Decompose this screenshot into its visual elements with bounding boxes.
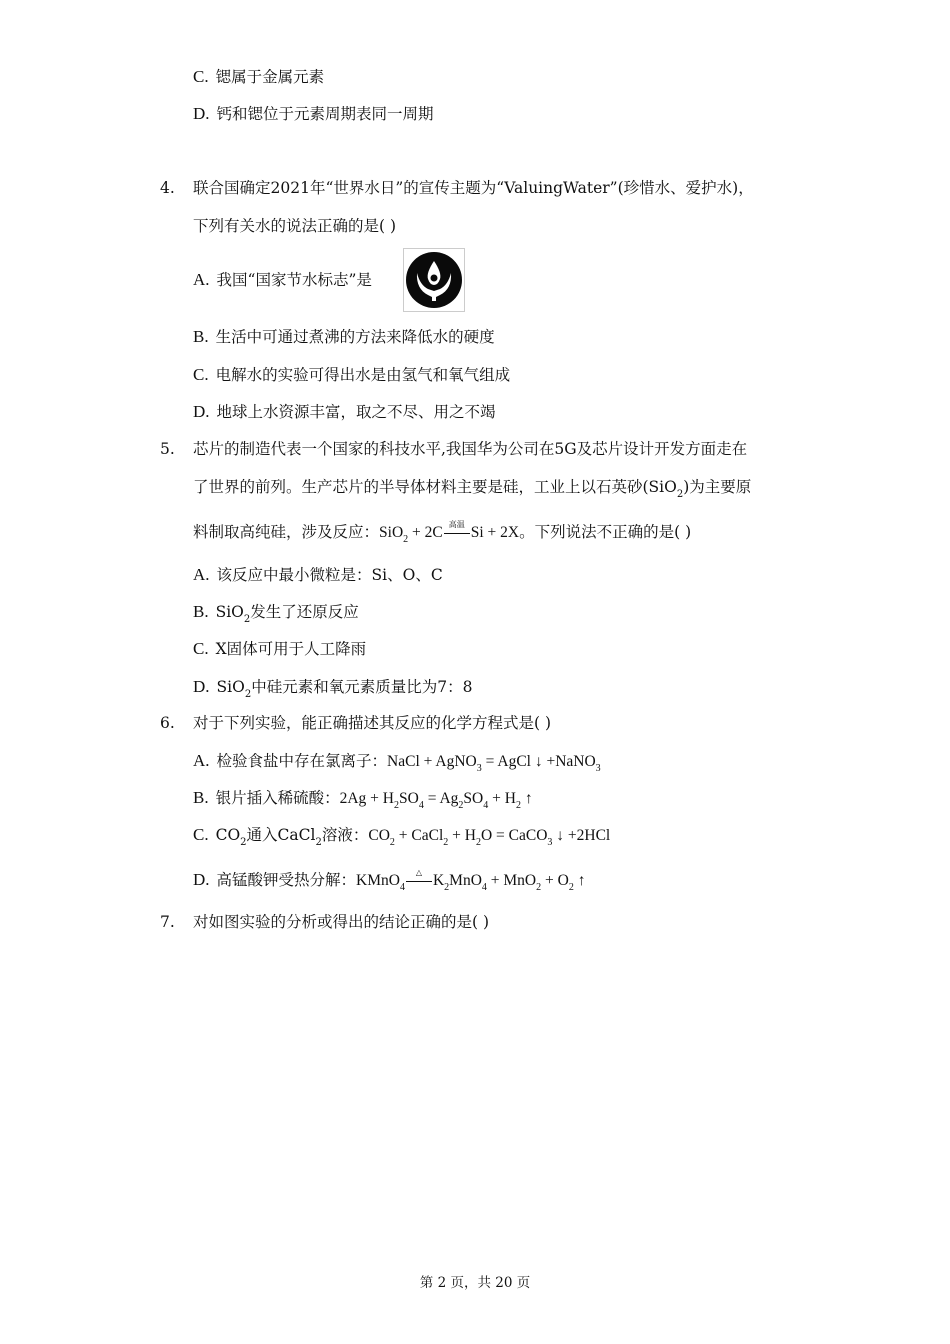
q5-stem-line2: 了世界的前列。生产芯片的半导体材料主要是硅，工业上以石英砂(SiO$_2$)为主要原 [193,478,752,500]
q4-option-b: B. 生活中可通过煮沸的方法来降低水的硬度 [193,327,495,346]
q5-number: 5. [160,440,175,458]
q6-number: 6. [160,714,175,732]
q4-option-a: A. 我国“国家节水标志”是 [193,270,372,289]
page-footer: 第 2 页，共 20 页 [419,1275,531,1291]
q7-stem: 对如图实验的分析或得出的结论正确的是( ) [193,913,490,931]
q4-stem-line1: 联合国确定2021年“世界水日”的宣传主题为“ValuingWater”(珍惜水、爱护水)， [193,179,754,197]
heat-condition: △ [406,881,432,882]
q4-number: 4. [160,179,175,197]
q6-option-c: C. $CO_2$通入CaCl$_2$溶液：$CO_2$ + CaCl$_2$ + $H_2O$ = CaCO$_3$ ↓ +2HCl [193,825,611,848]
q5-option-b: B. SiO$_2$发生了还原反应 [193,602,359,625]
q5-option-a: A. 该反应中最小微粒是：Si、O、C [193,565,443,584]
q7-number: 7. [160,913,175,931]
q4-option-d: D. 地球上水资源丰富，取之不尽、用之不竭 [193,402,496,421]
q5-reaction-equation: SiO$_2$ + 2C 高温 Si + 2X [379,519,520,545]
q3-option-d: D. 钙和锶位于元素周期表同一周期 [193,104,434,123]
q6-option-d: D. 高锰酸钾受热分解：KMnO$_4$ △ $K_2MnO_4 + MnO_2 + O_2$ ↑ [193,867,586,893]
reaction-condition: 高温 [444,533,470,534]
q6-option-b: B. 银片插入稀硫酸：$2Ag + H_2SO_4 = Ag_2SO_4 + H_2$ ↑ [193,788,533,811]
q5-stem-line1: 芯片的制造代表一个国家的科技水平,我国华为公司在5G及芯片设计开发方面走在 [193,440,748,458]
water-saving-logo-icon [403,248,465,312]
q4-option-c: C. 电解水的实验可得出水是由氢气和氧气组成 [193,365,511,384]
q5-stem-line3: 料制取高纯硅，涉及反应：SiO$_2$ + 2C 高温 Si + 2X。下列说法不正确的是( ) [193,519,692,545]
q3-option-c: C. 锶属于金属元素 [193,67,325,86]
q6-stem: 对于下列实验，能正确描述其反应的化学方程式是( ) [193,714,552,732]
q5-option-c: C. X固体可用于人工降雨 [193,639,367,658]
q5-option-d: D. SiO$_2$中硅元素和氧元素质量比为7：8 [193,677,473,700]
q4-stem-line2: 下列有关水的说法正确的是( ) [193,217,397,235]
q6-option-a: A. 检验食盐中存在氯离子：NaCl + AgNO$_3$ = AgCl ↓ +NaNO$_3$ [193,751,601,774]
